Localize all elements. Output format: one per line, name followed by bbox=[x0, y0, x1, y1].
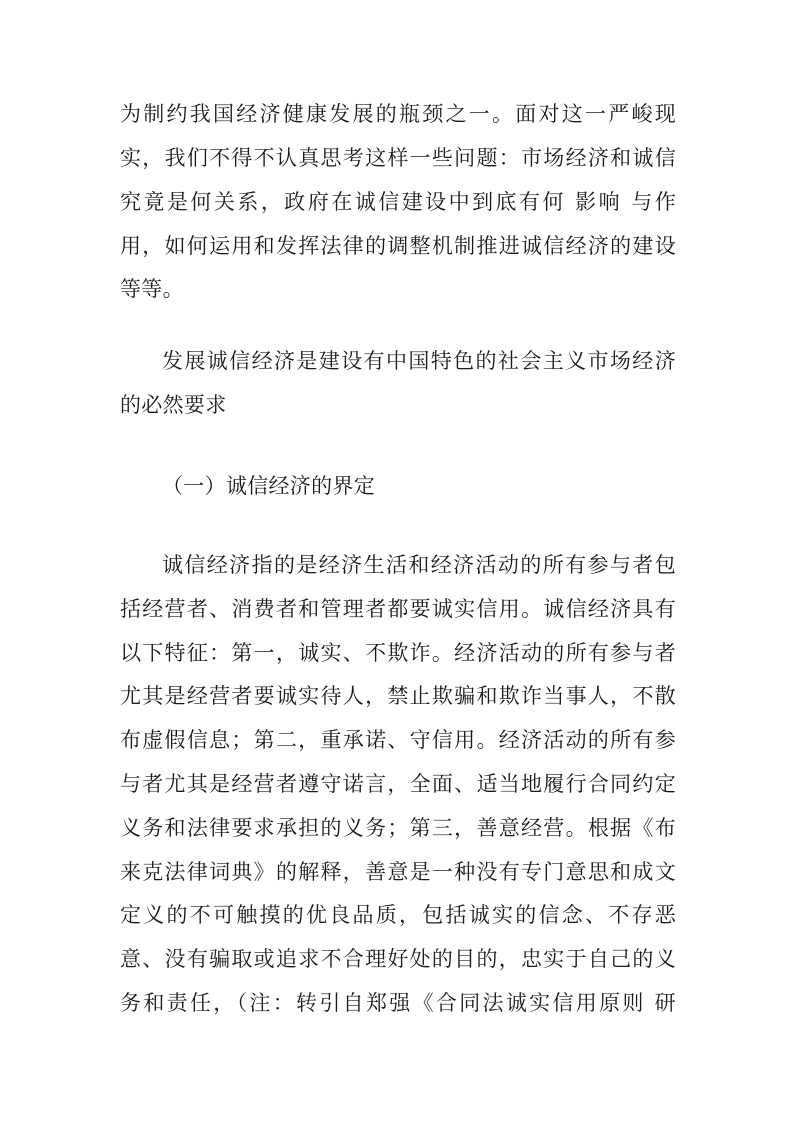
paragraph-3-line-10: 意、没有骗取或追求不合理好处的目的，忠实于自己的义 bbox=[120, 947, 676, 971]
paragraph-3-line-7: 义务和法律要求承担的义务；第三，善意经营。根据《布 bbox=[120, 816, 676, 840]
paragraph-2-line-1: 发展诚信经济是建设有中国特色的社会主义市场经济 bbox=[162, 349, 676, 373]
paragraph-1-line-3: 究竟是何关系，政府在诚信建设中到底有何 影响 与作 bbox=[120, 190, 676, 214]
paragraph-3-line-4: 尤其是经营者要诚实待人，禁止欺骗和欺诈当事人，不散 bbox=[120, 684, 676, 708]
paragraph-3-line-8: 来克法律词典》的解释，善意是一种没有专门意思和成文 bbox=[120, 860, 676, 884]
paragraph-3-line-1: 诚信经济指的是经济生活和经济活动的所有参与者包 bbox=[162, 553, 676, 577]
paragraph-3-line-11: 务和责任，（注：转引自郑强《合同法诚实信用原则 研 bbox=[120, 991, 676, 1015]
paragraph-2-line-2: 的必然要求 bbox=[120, 393, 227, 417]
paragraph-1-line-1: 为制约我国经济健康发展的瓶颈之一。面对这一严峻现 bbox=[120, 102, 676, 126]
paragraph-3-line-2: 括经营者、消费者和管理者都要诚实信用。诚信经济具有 bbox=[120, 597, 676, 621]
paragraph-1-line-5: 等等。 bbox=[120, 277, 184, 301]
paragraph-3-line-5: 布虚假信息；第二，重承诺、守信用。经济活动的所有参 bbox=[120, 728, 676, 752]
paragraph-3-line-6: 与者尤其是经营者遵守诺言，全面、适当地履行合同约定 bbox=[120, 772, 676, 796]
paragraph-3-line-3: 以下特征：第一，诚实、不欺诈。经济活动的所有参与者 bbox=[120, 641, 676, 665]
paragraph-3-line-9: 定义的不可触摸的优良品质，包括诚实的信念、不存恶 bbox=[120, 903, 676, 927]
paragraph-1-line-2: 实，我们不得不认真思考这样一些问题：市场经济和诚信 bbox=[120, 146, 676, 170]
section-heading: （一）诚信经济的界定 bbox=[162, 474, 375, 498]
paragraph-1-line-4: 用，如何运用和发挥法律的调整机制推进诚信经济的建设 bbox=[120, 234, 676, 258]
